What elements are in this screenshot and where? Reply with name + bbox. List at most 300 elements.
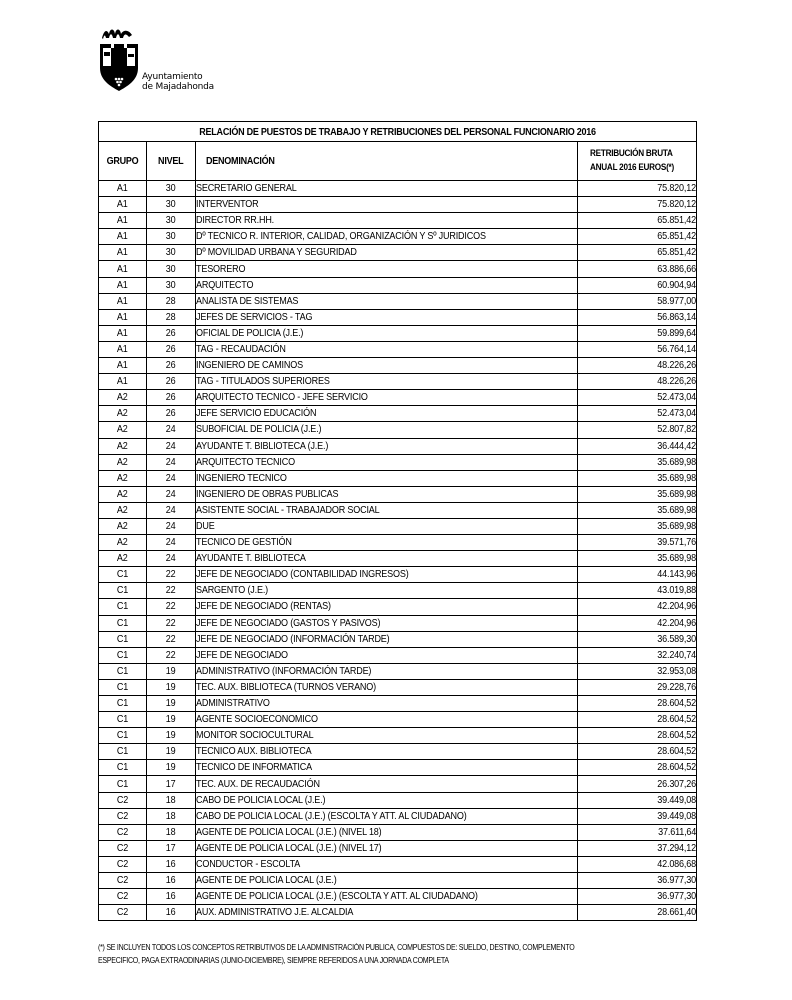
cell-denominacion [196,712,578,728]
cell-denominacion [196,438,578,454]
cell-denominacion-text: TEC. AUX. BIBLIOTECA (TURNOS VERANO) [196,680,376,693]
cell-nivel [147,277,196,293]
cell-retribucion-text: 52.807,82 [657,423,696,436]
cell-grupo-text: C1 [116,600,129,613]
cell-retribucion-text: 39.571,76 [657,536,696,549]
cell-retribucion-text: 35.689,98 [657,503,696,516]
table-row [99,229,697,245]
table-row [99,679,697,695]
cell-grupo-text: C2 [116,809,129,822]
cell-grupo-text: A2 [117,407,128,420]
table-row [99,873,697,889]
table-row [99,358,697,374]
cell-nivel [147,261,196,277]
cell-nivel [147,535,196,551]
cell-nivel [147,808,196,824]
cell-denominacion-text: JEFE DE NEGOCIADO (CONTABILIDAD INGRESOS) [196,568,409,581]
cell-denominacion [196,454,578,470]
cell-denominacion [196,486,578,502]
cell-nivel-text: 17 [166,841,176,854]
cell-retribucion [578,470,697,486]
cell-grupo-text: A1 [117,326,128,339]
cell-nivel-text: 16 [166,857,176,870]
cell-nivel [147,583,196,599]
table-row [99,824,697,840]
cell-grupo-text: A1 [117,310,128,323]
cell-grupo-text: A2 [117,520,128,533]
cell-nivel-text: 22 [166,600,176,613]
cell-grupo-text: C1 [116,713,129,726]
cell-denominacion [196,615,578,631]
cell-retribucion-text: 35.689,98 [657,455,696,468]
cell-retribucion-text: 36.444,42 [657,439,696,452]
cell-retribucion-text: 65.851,42 [657,246,696,259]
cell-grupo-text: C1 [116,777,129,790]
cell-denominacion-text: OFICIAL DE POLICIA (J.E.) [196,326,304,339]
cell-denominacion-text: DUE [196,520,215,533]
cell-nivel-text: 18 [166,793,176,806]
cell-denominacion [196,551,578,567]
cell-retribucion-text: 35.689,98 [657,487,696,500]
table-row [99,615,697,631]
cell-nivel [147,889,196,905]
cell-nivel-text: 16 [166,890,176,903]
majadahonda-coat-of-arms-icon [98,24,140,92]
cell-denominacion-text: AYUDANTE T. BIBLIOTECA [196,552,306,565]
cell-nivel-text: 22 [166,616,176,629]
cell-denominacion [196,358,578,374]
cell-nivel [147,599,196,615]
cell-denominacion [196,663,578,679]
cell-grupo-text: C1 [116,680,129,693]
cell-denominacion [196,744,578,760]
cell-denominacion [196,374,578,390]
cell-denominacion-text: TEC. AUX. DE RECAUDACIÓN [196,777,320,790]
cell-grupo-text: C1 [116,745,129,758]
cell-grupo [99,583,147,599]
cell-nivel-text: 22 [166,568,176,581]
cell-denominacion-text: ARQUITECTO TECNICO - JEFE SERVICIO [196,391,368,404]
cell-retribucion [578,679,697,695]
cell-nivel-text: 24 [166,487,176,500]
cell-nivel-text: 28 [166,294,176,307]
table-row [99,245,697,261]
table-row [99,840,697,856]
table-title [99,122,697,142]
cell-retribucion [578,824,697,840]
cell-grupo [99,873,147,889]
table-row [99,551,697,567]
cell-retribucion-text: 28.604,52 [657,761,696,774]
cell-denominacion [196,229,578,245]
table-row [99,470,697,486]
cell-grupo-text: A2 [117,471,128,484]
cell-retribucion-text: 39.449,08 [657,793,696,806]
cell-retribucion [578,696,697,712]
cell-denominacion-text: INTERVENTOR [196,198,259,211]
cell-grupo [99,213,147,229]
table-title-text: RELACIÓN DE PUESTOS DE TRABAJO Y RETRIBUCIONES DEL PERSONAL FUNCIONARIO 2016 [199,125,596,138]
cell-nivel [147,631,196,647]
cell-denominacion-text: Dº TECNICO R. INTERIOR, CALIDAD, ORGANIZACIÓN Y Sº JURIDICOS [196,230,486,243]
cell-retribucion-text: 36.977,30 [657,890,696,903]
cell-denominacion [196,470,578,486]
table-row [99,277,697,293]
cell-retribucion [578,856,697,872]
cell-denominacion [196,840,578,856]
cell-nivel [147,615,196,631]
cell-retribucion-text: 48.226,26 [657,359,696,372]
cell-retribucion [578,454,697,470]
cell-denominacion [196,728,578,744]
cell-grupo [99,647,147,663]
cell-denominacion-text: AGENTE SOCIOECONOMICO [196,713,318,726]
cell-nivel-text: 26 [166,391,176,404]
cell-denominacion [196,422,578,438]
cell-grupo [99,728,147,744]
salary-table [98,121,697,921]
table-row [99,374,697,390]
cell-retribucion [578,567,697,583]
cell-retribucion-text: 39.449,08 [657,809,696,822]
cell-grupo [99,615,147,631]
cell-nivel-text: 24 [166,536,176,549]
cell-denominacion-text: AGENTE DE POLICIA LOCAL (J.E.) (NIVEL 17) [196,841,382,854]
cell-retribucion-text: 28.604,52 [657,697,696,710]
cell-nivel [147,454,196,470]
cell-denominacion-text: TESORERO [196,262,246,275]
cell-retribucion [578,341,697,357]
cell-retribucion [578,712,697,728]
cell-denominacion [196,889,578,905]
cell-denominacion [196,181,578,197]
cell-nivel [147,696,196,712]
cell-nivel-text: 24 [166,455,176,468]
table-row [99,647,697,663]
cell-grupo-text: C1 [116,584,129,597]
cell-grupo [99,438,147,454]
cell-grupo [99,840,147,856]
table-row [99,197,697,213]
cell-retribucion [578,486,697,502]
table-row [99,518,697,534]
table-row [99,341,697,357]
cell-grupo [99,245,147,261]
cell-retribucion-text: 75.820,12 [657,182,696,195]
cell-nivel-text: 16 [166,906,176,919]
cell-nivel-text: 16 [166,874,176,887]
table-row [99,856,697,872]
cell-denominacion-text: TECNICO AUX. BIBLIOTECA [196,745,312,758]
cell-retribucion [578,502,697,518]
cell-grupo [99,486,147,502]
cell-grupo [99,631,147,647]
cell-retribucion [578,808,697,824]
cell-grupo-text: C1 [116,616,129,629]
table-row [99,181,697,197]
table-row [99,712,697,728]
cell-retribucion-text: 48.226,26 [657,375,696,388]
cell-retribucion-text: 52.473,04 [657,391,696,404]
footnote-line2: ESPECIFICO, PAGA EXTRAODINARIAS (JUNIO-DICIEMBRE), SIEMPRE REFERIDOS A UNA JORNADA COMPLETA [98,956,449,965]
cell-denominacion-text: JEFE DE NEGOCIADO (GASTOS Y PASIVOS) [196,616,381,629]
org-name-line2: de Majadahonda [142,82,214,92]
cell-retribucion [578,647,697,663]
table-row [99,696,697,712]
cell-grupo-text: A2 [117,423,128,436]
cell-grupo [99,760,147,776]
cell-nivel-text: 19 [166,761,176,774]
cell-grupo [99,325,147,341]
cell-nivel [147,213,196,229]
cell-nivel [147,470,196,486]
cell-grupo [99,551,147,567]
cell-retribucion-text: 42.086,68 [657,857,696,870]
cell-grupo-text: A1 [117,294,128,307]
cell-nivel [147,325,196,341]
cell-nivel [147,390,196,406]
cell-nivel-text: 26 [166,375,176,388]
column-header-nivel [147,142,196,181]
cell-nivel [147,197,196,213]
cell-retribucion [578,261,697,277]
cell-nivel [147,406,196,422]
cell-denominacion [196,277,578,293]
table-row [99,728,697,744]
cell-retribucion [578,245,697,261]
cell-grupo [99,679,147,695]
cell-denominacion [196,325,578,341]
cell-grupo-text: C2 [116,906,129,919]
cell-nivel-text: 24 [166,471,176,484]
cell-retribucion [578,438,697,454]
table-row [99,583,697,599]
table-row [99,261,697,277]
cell-denominacion [196,824,578,840]
cell-retribucion [578,181,697,197]
cell-nivel-text: 24 [166,423,176,436]
cell-nivel [147,341,196,357]
cell-nivel [147,728,196,744]
cell-nivel [147,744,196,760]
cell-denominacion-text: INGENIERO TECNICO [196,471,287,484]
cell-denominacion [196,518,578,534]
cell-grupo-text: A2 [117,455,128,468]
cell-grupo [99,744,147,760]
cell-grupo-text: C2 [116,841,129,854]
cell-nivel [147,181,196,197]
cell-grupo [99,776,147,792]
cell-grupo-text: A2 [117,536,128,549]
cell-grupo [99,502,147,518]
cell-grupo-text: A1 [117,182,128,195]
cell-retribucion-text: 28.604,52 [657,729,696,742]
cell-retribucion [578,518,697,534]
cell-nivel-text: 19 [166,729,176,742]
cell-grupo-text: A1 [117,214,128,227]
cell-denominacion-text: CABO DE POLICIA LOCAL (J.E.) (ESCOLTA Y ATT. AL CIUDADANO) [196,809,467,822]
cell-grupo [99,808,147,824]
cell-grupo-text: C1 [116,568,129,581]
cell-grupo-text: C1 [116,729,129,742]
cell-grupo-text: A2 [117,391,128,404]
cell-retribucion-text: 52.473,04 [657,407,696,420]
cell-retribucion [578,197,697,213]
cell-denominacion-text: ADMINISTRATIVO (INFORMACIÓN TARDE) [196,664,372,677]
column-header-denominacion [196,142,578,181]
organization-name [142,72,214,92]
cell-denominacion-text: CONDUCTOR - ESCOLTA [196,857,301,870]
cell-nivel [147,647,196,663]
cell-denominacion-text: AGENTE DE POLICIA LOCAL (J.E.) [196,874,337,887]
cell-grupo [99,261,147,277]
table-header-row [99,142,697,181]
cell-nivel-text: 19 [166,713,176,726]
cell-denominacion [196,599,578,615]
cell-retribucion [578,663,697,679]
cell-nivel [147,663,196,679]
cell-grupo [99,535,147,551]
cell-grupo [99,293,147,309]
table-row [99,535,697,551]
cell-denominacion-text: AGENTE DE POLICIA LOCAL (J.E.) (ESCOLTA Y ATT. AL CIUDADANO) [196,890,478,903]
cell-grupo [99,229,147,245]
cell-retribucion-text: 60.904,94 [657,278,696,291]
cell-nivel [147,309,196,325]
cell-grupo [99,663,147,679]
cell-denominacion-text: TAG - RECAUDACIÓN [196,342,286,355]
cell-retribucion-text: 63.886,66 [657,262,696,275]
column-header-nivel-text: NIVEL [158,155,184,167]
table-row [99,438,697,454]
cell-denominacion-text: SECRETARIO GENERAL [196,182,297,195]
cell-retribucion-text: 56.863,14 [657,310,696,323]
cell-denominacion-text: INGENIERO DE OBRAS PUBLICAS [196,487,339,500]
cell-grupo-text: A2 [117,487,128,500]
cell-retribucion-text: 36.977,30 [657,874,696,887]
column-header-denominacion-text: DENOMINACIÓN [206,155,275,167]
cell-denominacion [196,873,578,889]
cell-denominacion [196,760,578,776]
cell-nivel [147,824,196,840]
cell-denominacion-text: AYUDANTE T. BIBLIOTECA (J.E.) [196,439,329,452]
cell-retribucion [578,599,697,615]
cell-denominacion-text: AGENTE DE POLICIA LOCAL (J.E.) (NIVEL 18) [196,825,382,838]
cell-retribucion [578,535,697,551]
cell-grupo-text: A1 [117,262,128,275]
cell-denominacion [196,261,578,277]
org-name-line1: Ayuntamiento [142,72,203,82]
cell-denominacion-text: MONITOR SOCIOCULTURAL [196,729,314,742]
cell-nivel-text: 30 [166,246,176,259]
cell-denominacion [196,567,578,583]
cell-denominacion-text: JEFES DE SERVICIOS - TAG [196,310,313,323]
cell-nivel-text: 19 [166,697,176,710]
cell-retribucion-text: 32.953,08 [657,664,696,677]
cell-grupo-text: C2 [116,857,129,870]
table-body [99,181,697,921]
table-row [99,631,697,647]
cell-grupo [99,824,147,840]
cell-retribucion-text: 42.204,96 [657,616,696,629]
cell-nivel-text: 18 [166,809,176,822]
cell-grupo-text: A1 [117,342,128,355]
cell-denominacion [196,293,578,309]
column-header-grupo [99,142,147,181]
table-row [99,293,697,309]
table-title-row [99,122,697,142]
cell-grupo [99,390,147,406]
cell-retribucion-text: 75.820,12 [657,198,696,211]
table-row [99,889,697,905]
cell-denominacion [196,197,578,213]
cell-retribucion-text: 56.764,14 [657,342,696,355]
cell-retribucion [578,583,697,599]
cell-denominacion-text: JEFE DE NEGOCIADO (INFORMACIÓN TARDE) [196,632,390,645]
cell-retribucion [578,551,697,567]
cell-retribucion [578,840,697,856]
table-row [99,599,697,615]
table-row [99,567,697,583]
column-header-retribucion [578,142,697,181]
cell-denominacion [196,647,578,663]
cell-grupo-text: A1 [117,230,128,243]
cell-nivel-text: 24 [166,552,176,565]
cell-retribucion [578,325,697,341]
cell-nivel-text: 24 [166,503,176,516]
cell-grupo-text: A2 [117,503,128,516]
cell-denominacion [196,406,578,422]
cell-denominacion [196,341,578,357]
cell-denominacion-text: ANALISTA DE SISTEMAS [196,294,299,307]
cell-grupo [99,856,147,872]
cell-retribucion [578,422,697,438]
cell-grupo [99,518,147,534]
cell-nivel [147,358,196,374]
footnote [98,941,698,967]
cell-retribucion [578,615,697,631]
cell-grupo-text: C2 [116,874,129,887]
cell-nivel-text: 17 [166,777,176,790]
column-header-grupo-text: GRUPO [106,155,139,167]
cell-retribucion-text: 37.611,64 [658,825,696,838]
cell-denominacion [196,631,578,647]
cell-grupo [99,277,147,293]
cell-retribucion-text: 43.019,88 [657,584,696,597]
cell-denominacion [196,696,578,712]
cell-nivel-text: 19 [166,680,176,693]
table-row [99,760,697,776]
cell-retribucion [578,309,697,325]
cell-nivel-text: 28 [166,310,176,323]
cell-grupo-text: A1 [117,198,128,211]
cell-retribucion-text: 42.204,96 [657,600,696,613]
table-row [99,905,697,921]
cell-denominacion-text: TECNICO DE GESTIÓN [196,536,292,549]
cell-nivel-text: 30 [166,262,176,275]
cell-retribucion [578,374,697,390]
cell-grupo [99,792,147,808]
cell-nivel-text: 30 [166,278,176,291]
cell-nivel [147,567,196,583]
cell-retribucion [578,631,697,647]
cell-nivel [147,422,196,438]
cell-retribucion-text: 59.899,64 [657,326,696,339]
cell-nivel [147,679,196,695]
cell-denominacion-text: ARQUITECTO [196,278,254,291]
cell-grupo [99,341,147,357]
cell-nivel [147,551,196,567]
